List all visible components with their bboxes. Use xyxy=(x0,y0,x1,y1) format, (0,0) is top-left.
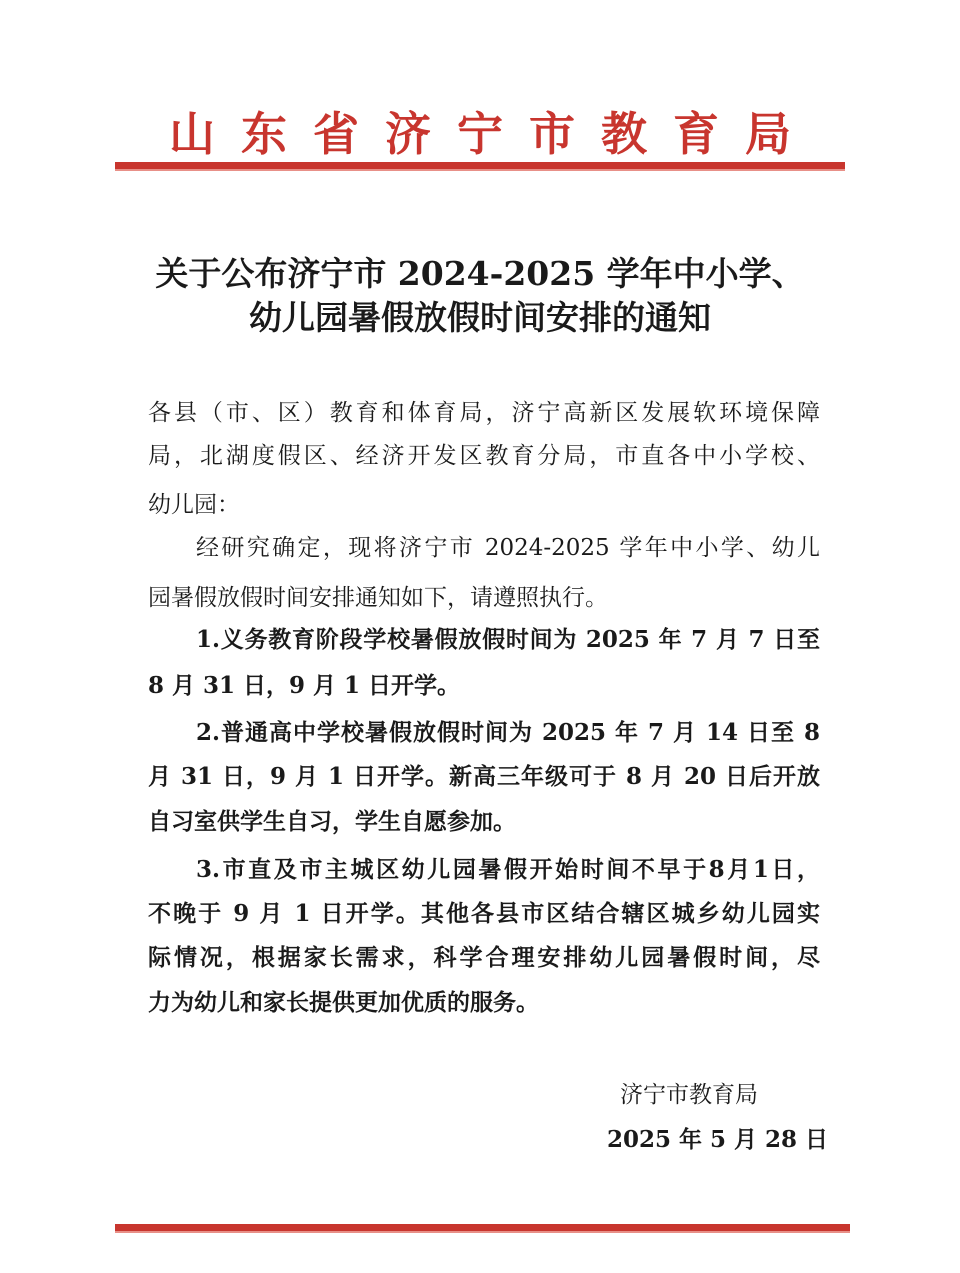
body-line: 不晚于 9 月 1 日开学。其他各县市区结合辖区城乡幼儿园实 xyxy=(148,900,820,927)
signature-date: 2025 年 5 月 28 日 xyxy=(607,1126,829,1153)
body-line: 自习室供学生自习，学生自愿参加。 xyxy=(148,808,516,835)
body-line: 局，北湖度假区、经济开发区教育分局，市直各中小学校、 xyxy=(148,443,820,469)
signature-issuer: 济宁市教育局 xyxy=(620,1082,758,1108)
body-line: 1.义务教育阶段学校暑假放假时间为 2025 年 7 月 7 日至 xyxy=(196,626,820,653)
body-line: 2.普通高中学校暑假放假时间为 2025 年 7 月 14 日至 8 xyxy=(196,719,820,746)
body-line: 3.市直及市主城区幼儿园暑假开始时间不早于8月1日， xyxy=(196,856,820,883)
body-line: 各县（市、区）教育和体育局，济宁高新区发展软环境保障 xyxy=(148,400,820,426)
body-line: 力为幼儿和家长提供更加优质的服务。 xyxy=(148,989,539,1016)
body-line: 园暑假放假时间安排通知如下，请遵照执行。 xyxy=(148,585,608,611)
notice-title-line2: 幼儿园暑假放假时间安排的通知 xyxy=(249,298,711,337)
notice-title-line1: 关于公布济宁市 2024-2025 学年中小学、 xyxy=(155,254,805,293)
body-line: 月 31 日，9 月 1 日开学。新高三年级可于 8 月 20 日后开放 xyxy=(148,763,820,790)
masthead-rule xyxy=(115,162,845,171)
body-line: 际情况，根据家长需求，科学合理安排幼儿园暑假时间，尽 xyxy=(148,944,820,971)
footer-rule xyxy=(115,1224,850,1233)
body-line: 经研究确定，现将济宁市 2024-2025 学年中小学、幼儿 xyxy=(196,535,820,561)
masthead-title: 山东省济宁市教育局 xyxy=(169,107,817,161)
body-line: 8 月 31 日，9 月 1 日开学。 xyxy=(148,672,461,699)
body-line: 幼儿园： xyxy=(148,492,240,518)
